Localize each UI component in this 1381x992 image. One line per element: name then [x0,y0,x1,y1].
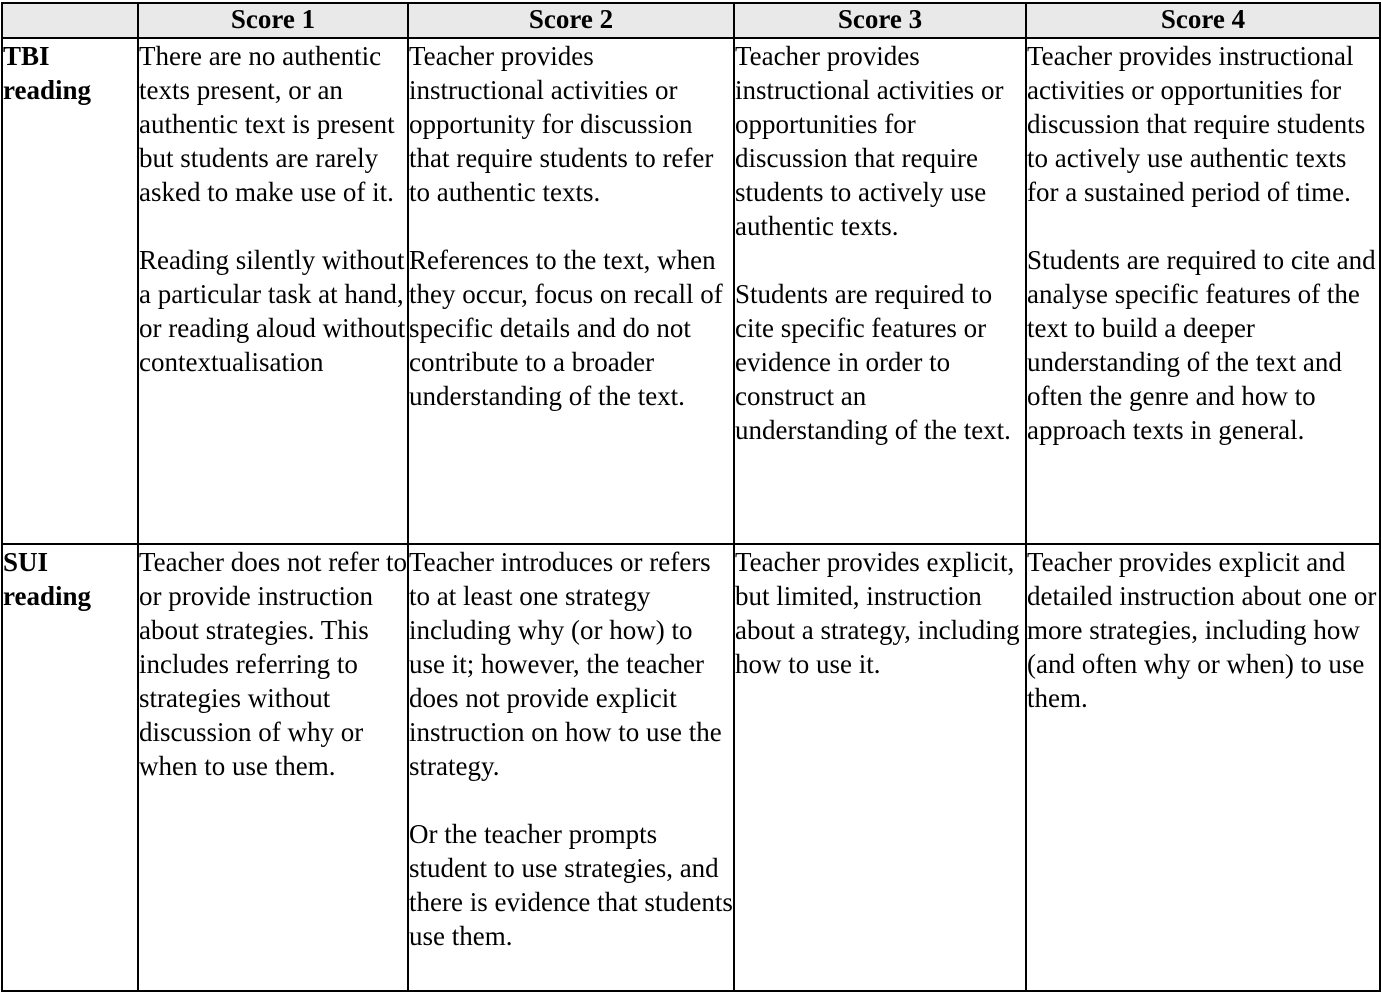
table-row-tbi-reading [2,38,1380,544]
header-corner-cell [2,3,138,38]
cell-sui-score-4 [1026,544,1380,991]
table-row-sui-reading [2,544,1380,991]
cell-tbi-score-2 [408,38,734,544]
row-label-line: reading [3,75,92,105]
cell-paragraph: Teacher provides explicit and detailed instruction about one or more strategies, including how (and often why or when) to use them. [1027,547,1377,713]
cell-paragraph: There are no authentic texts present, or an authentic text is present but students are rarely asked to make use of it. [139,41,395,207]
cell-paragraph: Teacher provides instructional activities or opportunities for discussion that require students to actively use authentic texts for a sustained period of time. [1027,41,1366,207]
cell-tbi-score-3 [734,38,1026,544]
row-label-tbi-reading [2,38,138,544]
row-label-sui-reading [2,544,138,991]
cell-paragraph: Teacher provides instructional activities or opportunities for discussion that require students to actively use authentic texts. [735,41,1004,241]
cell-paragraph: Or the teacher prompts student to use strategies, and there is evidence that students use them. [409,819,733,951]
cell-paragraph: Students are required to cite specific features or evidence in order to construct an understanding of the text. [735,279,1011,445]
cell-paragraph: Teacher provides explicit, but limited, instruction about a strategy, including how to use it. [735,547,1020,679]
cell-sui-score-3 [734,544,1026,991]
row-label-line: TBI [3,41,50,71]
header-score-4: Score 4 [1026,3,1380,38]
header-score-1: Score 1 [138,3,408,38]
header-score-2: Score 2 [408,3,734,38]
cell-paragraph: Teacher introduces or refers to at least one strategy including why (or how) to use it; however, the teacher does not provide explicit instruction on how to use the strategy. [409,547,722,781]
cell-sui-score-2 [408,544,734,991]
cell-paragraph: Teacher provides instructional activities or opportunity for discussion that require students to refer to authentic texts. [409,41,714,207]
cell-paragraph: Students are required to cite and analyse specific features of the text to build a deeper understanding of the text and often the genre and how to approach texts in general. [1027,245,1376,445]
header-score-3: Score 3 [734,3,1026,38]
cell-paragraph: References to the text, when they occur, focus on recall of specific details and do not contribute to a broader understanding of the text. [409,245,723,411]
cell-tbi-score-1 [138,38,408,544]
cell-tbi-score-4 [1026,38,1380,544]
cell-paragraph: Reading silently without a particular task at hand, or reading aloud without contextualisation [139,245,406,377]
header-row [2,3,1380,38]
scoring-rubric-table [1,2,1381,992]
cell-paragraph: Teacher does not refer to or provide instruction about strategies. This includes referring to strategies without discussion of why or when to use them. [139,547,407,781]
row-label-line: SUI [3,547,49,577]
row-label-line: reading [3,581,92,611]
cell-sui-score-1 [138,544,408,991]
